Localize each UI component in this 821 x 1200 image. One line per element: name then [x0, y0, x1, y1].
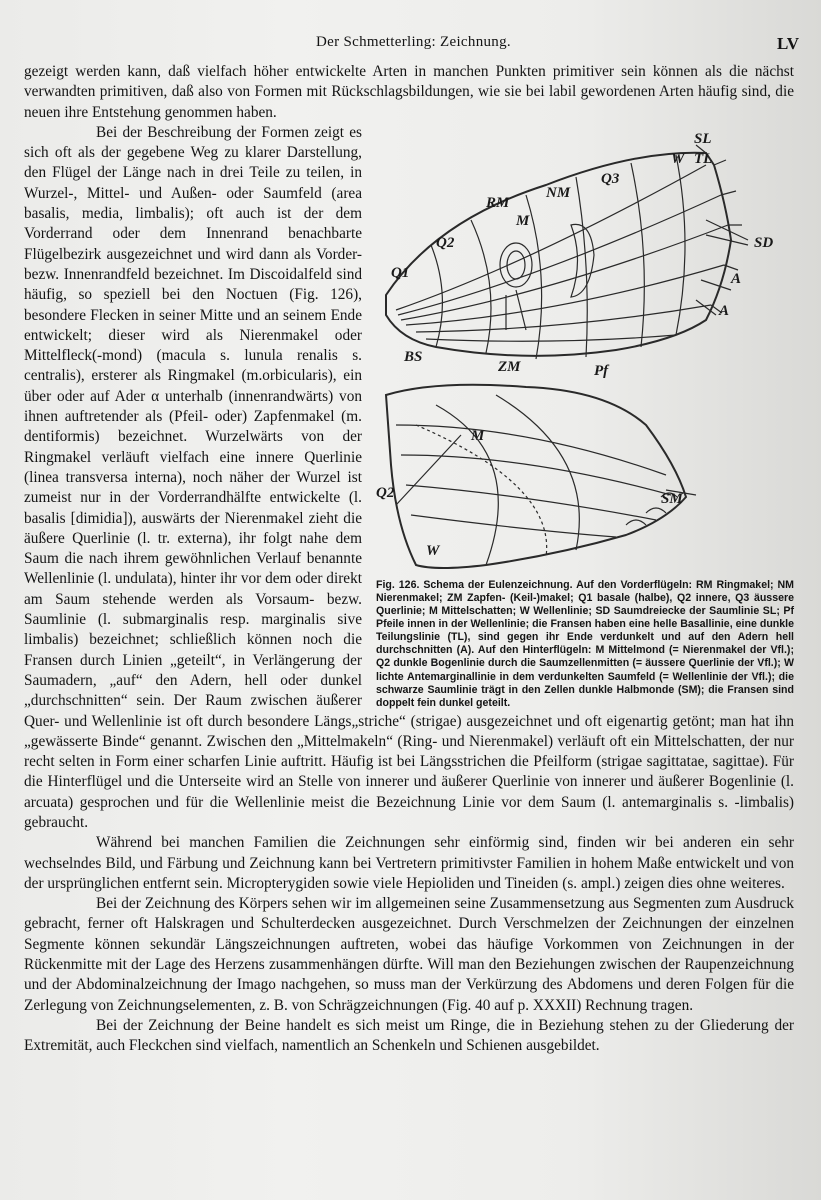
- running-head: Der Schmetterling: Zeichnung.: [316, 34, 511, 50]
- label-SD: SD: [754, 234, 774, 251]
- label-BS: BS: [404, 348, 423, 365]
- label-A2: A: [719, 302, 730, 319]
- label-M-bottom: M: [471, 427, 485, 444]
- label-ZM: ZM: [498, 358, 521, 375]
- label-RM: RM: [486, 194, 510, 211]
- paragraph-1: gezeigt werden kann, daß vielfach höher entwickelte Arten in manchen Punkten primitiver sein können als die nächst verwandten primitiven, daß also von Formen mit Rückschlagsbildungen, wie sie bei labil gewordenen Arten häufig sind, die neuen ihre Entstehung genommen haben.: [24, 63, 794, 121]
- paragraph-5: Bei der Zeichnung der Beine handelt es sich meist um Ringe, die in Beziehung stehen zu der Gliederung der Extremität, auch Fleckchen sind vielfach, namentlich an Schenkeln und Schienen ausgebildet.: [24, 1016, 794, 1055]
- label-Q2-bottom: Q2: [376, 484, 395, 501]
- body-text: [24, 62, 794, 1057]
- page-number: LV: [776, 34, 799, 53]
- label-W-top: W: [671, 150, 685, 167]
- label-SL: SL: [694, 130, 712, 147]
- label-Q2: Q2: [436, 234, 455, 251]
- paragraph-4: Bei der Zeichnung des Körpers sehen wir im allgemeinen seine Zusammensetzung aus Segmenten zum Ausdruck gebracht, ferner oft Halskragen und Schulterdecken ausgezeichnet. Durch Verschmelzen der Zeichnungen der einzelnen Segmente können sekundär Längszeichnungen auftreten, wobei das häufige Vorkommen von Zeichnungen in der Rückenmitte mit der Lage des Herzens zusammenhängen dürfte. Will man den Beziehungen zwischen der Raupenzeichnung und der Abdominalzeichnung der Imago nachgehen, so muss man der Verkürzung des Abdomens und deren Folgen für die Zerlegung von Zeichnungselementen, z. B. von Schrägzeichnungen (Fig. 40 auf p. XXXII) Rechnung tragen.: [24, 895, 794, 1014]
- page-header: [24, 34, 803, 58]
- figure-caption: Fig. 126. Schema der Eulenzeichnung. Auf den Vorderflügeln: RM Ringmakel; NM Nierenmakel; ZM Zapfen- (Keil-)makel; Q1 basale (halbe), Q2 innere, Q3 äussere Querlinie; M Mittelschatten; W Wellenlinie; SD Saumdreiecke der Saumlinie SL; Pf Pfeile innen in der Wellenlinie; die Fransen haben eine helle Basallinie, eine dunkle Teilungslinie (TL), sind gegen ihr Ende verdunkelt und auf den Adern hell durchschnitten (A). Auf den Hinterflügeln: M Mittelmond (= Nierenmakel der Vfl.); Q2 dunkle Bogenlinie durch die Saumzellenmitten (= äussere Querlinie der Vfl.); W lichte Antemarginallinie in dem verdunkelten Saumfeld (= Wellenlinie der Vfl.); die schwarze Saumlinie trägt in den Zellen dunkle Halbmonde (SM); die Fransen sind doppelt fein dunkel geteilt.: [376, 578, 794, 709]
- paragraph-3: Während bei manchen Familien die Zeichnungen sehr einförmig sind, finden wir bei anderen ein sehr wechselndes Bild, und Färbung und Zeichnung kann bei Vertretern primitivster Familien in hohem Maße entwickelt und von der ursprünglichen entfernt sein. Micropterygiden sowie viele Hepioliden und Tineiden (s. ampl.) zeigen dies ohne weiteres.: [24, 834, 794, 892]
- label-NM: NM: [546, 184, 571, 201]
- label-SM: SM: [661, 490, 683, 507]
- label-Q3: Q3: [601, 170, 620, 187]
- figure-126: [376, 125, 794, 709]
- wing-diagram: [376, 125, 794, 577]
- label-W-bottom: W: [426, 542, 440, 559]
- label-TL: TL: [694, 150, 713, 167]
- label-Q1: Q1: [391, 264, 410, 281]
- label-A1: A: [731, 270, 742, 287]
- label-Pf: Pf: [594, 362, 609, 379]
- paragraph-2: Bei der Beschreibung der Formen zeigt es sich oft als der gegebene Weg zu klarer Darstellung, den Flügel der Länge nach in drei Teile zu teilen, in Wurzel-, Mittel- und Außen- oder Saumfeld (area basalis, media, limbalis); oft auch ist der dem Vorderrand oder dem Innenrand benachbarte Flügelbezirk ausgezeichnet und wird dann als Vorder- bezw. Innenrandfeld bezeichnet. Im Discoidalfeld sind häufig, so speziell bei den Noctuen (Fig. 126), besondere Flecken in seiner Mitte und an seinem Ende entwickelt; dieser wird als Nierenmakel oder Mittelfleck(-mond) (macula s. lunula renalis s. centralis), ersterer als Ringmakel (m.orbicularis), ein über oder auf Ader α unterhalb (innenrandwärts) von ihnen auftretender als (Pfeil- oder) Zapfenmakel (m. dentiformis) bezeichnet. Wurzelwärts von der Ringmakel verläuft vielfach eine innere Querlinie (linea transversa interna), noch näher der Wurzel ist zumeist nur in der Vorderrandhälfte entwickelte (l. basalis [dimidia]), auswärts der Nierenmakel zieht die äußere Querlinie (l. tr. externa), ihr folgt nahe dem Saum die nach ihrem gewöhnlichen Verlauf benannte Wellenlinie (l. undulata), hinter ihr vor dem oder direkt am Saum stehende werden als Vorsaum- bezw. Saumlinie (l. submarginalis resp. marginalis sive limbalis) bezeichnet; schließlich können noch die Fransen durch Linien „geteilt“, in Verlängerung der Saumadern, „auf“ den Adern, hell oder dunkel „durchschnitten“ sein. Der Raum zwischen äußerer Quer- und Wellenlinie ist oft durch besondere Längs„striche“ (strigae) ausgezeichnet und oft eigenartig getönt; man hat ihn „gewässerte Binde“ genannt. Zwischen den „Mittelmakeln“ (Ring- und Nierenmakel) verläuft oft ein Mittelschatten, der nur recht selten in Form einer scharfen Linie auftritt. Häufig ist bei Längsstrichen die Pfeilform (strigae sagittatae, sagittae). Für die Hinterflügel und die Unterseite wird an Stelle von innerer und äußerer Querlinie von innerer und äußerer Bogenlinie (l. arcuata) gesprochen und für die Wellenlinie meist die Bezeichnung Linie vor dem Saum (l. antemarginalis s. -limbalis) gebraucht.: [24, 123, 794, 831]
- label-M-top: M: [516, 212, 530, 229]
